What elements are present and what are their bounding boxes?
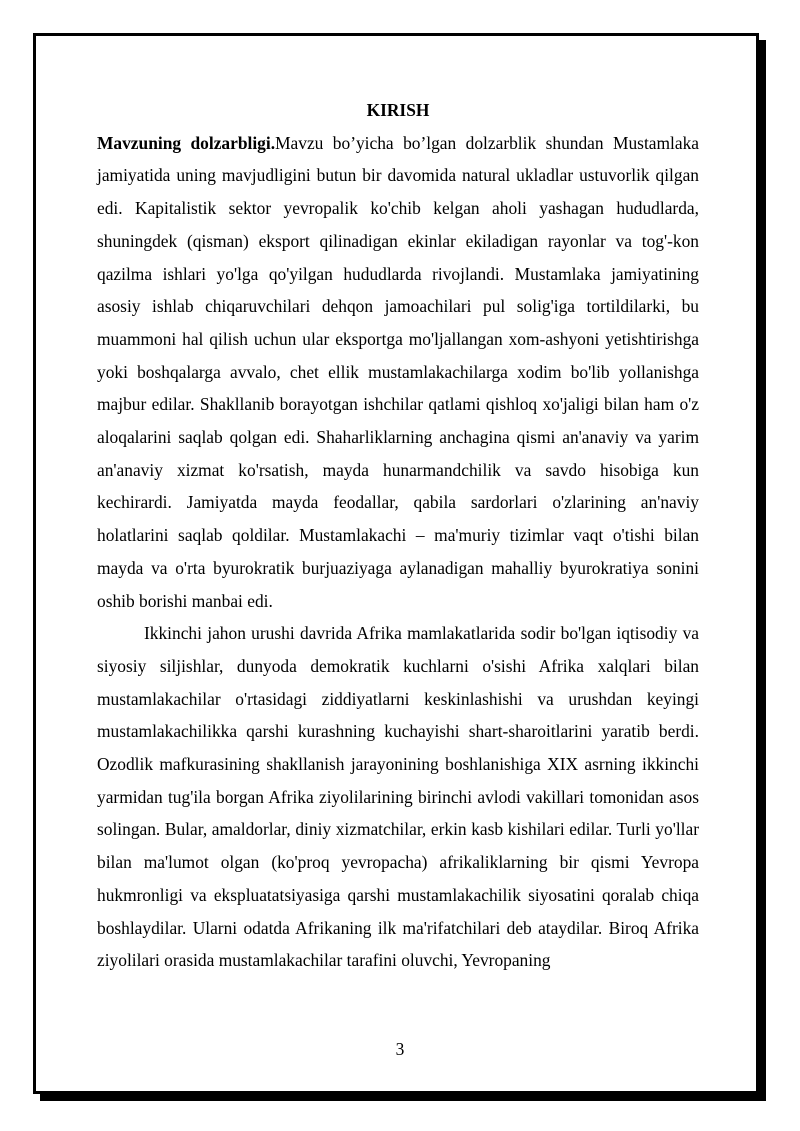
page-content [97, 94, 699, 977]
paragraph-relevance-text: Mavzu bo’yicha bo’lgan dolzarblik shundan Mustamlaka jamiyatida uning mavjudligini butun bir davomida natural ukladlar ustuvorlik qilgan edi. Kapitalistik sektor yevropalik ko'chib kelgan aholi yashagan hududlarda, shuningdek (qisman) eksport qilinadigan ekinlar ekiladigan rayonlar va tog'-kon qazilma ishlari yo'lga qo'yilgan hududlarda rivojlandi. Mustamlaka jamiyatining asosiy ishlab chiqaruvchilari dehqon jamoachilari pul solig'iga tortildilarki, bu muammoni hal qilish uchun ular eksportga mo'ljallangan xom-ashyoni yetishtirishga yoki boshqalarga avvalo, chet ellik mustamlakachilarga xodim bo'lib yollanishga majbur edilar. Shakllanib borayotgan ishchilar qatlami qishloq xo'jaligi bilan ham o'z aloqalarini saqlab qolgan edi. Shaharliklarning anchagina qismi an'anaviy va yarim an'anaviy xizmat ko'rsatish, mayda hunarmandchilik va savdo hisobiga kun kechirardi. Jamiyatda mayda feodallar, qabila sardorlari o'zlarining an'naviy holatlarini saqlab qoldilar. Mustamlakachi – ma'muriy tizimlar vaqt o'tishi bilan mayda va o'rta byurokratik burjuaziyaga aylanadigan mahalliy byurokratiya sonini oshib borishi manbai edi. [97, 132, 699, 611]
paragraph-relevance [97, 127, 699, 618]
page-number: 3 [395, 1039, 405, 1059]
paragraph-second: Ikkinchi jahon urushi davrida Afrika mamlakatlarida sodir bo'lgan iqtisodiy va siyosiy siljishlar, dunyoda demokratik kuchlarni o'sishi Afrika xalqlari bilan mustamlakachilar o'rtasidagi ziddiyatlarni keskinlashishi va urushdan keyingi mustamlakachilikka qarshi kurashning kuchayishi shart-sharoitlarini yaratib berdi. Ozodlik mafkurasining shakllanish jarayonining boshlanishiga XIX asrning ikkinchi yarmidan tug'ila borgan Afrika ziyolilarining birinchi avlodi vakillari tomonidan asos solingan. Bular, amaldorlar, diniy xizmatchilar, erkin kasb kishilari edilar. Turli yo'llar bilan ma'lumot olgan (ko'proq yevropacha) afrikaliklarning bir qismi Yevropa hukmronligi va ekspluatatsiyasiga qarshi mustamlakachilik siyosatini qoralab chiqa boshlaydilar. Ularni odatda Afrikaning ilk ma'rifatchilari deb ataydilar. Biroq Afrika ziyolilari orasida mustamlakachilar tarafini oluvchi, Yevropaning [97, 623, 699, 971]
section-title: KIRISH [366, 100, 430, 120]
paragraph-lead-heading: Mavzuning dolzarbligi. [97, 132, 276, 153]
